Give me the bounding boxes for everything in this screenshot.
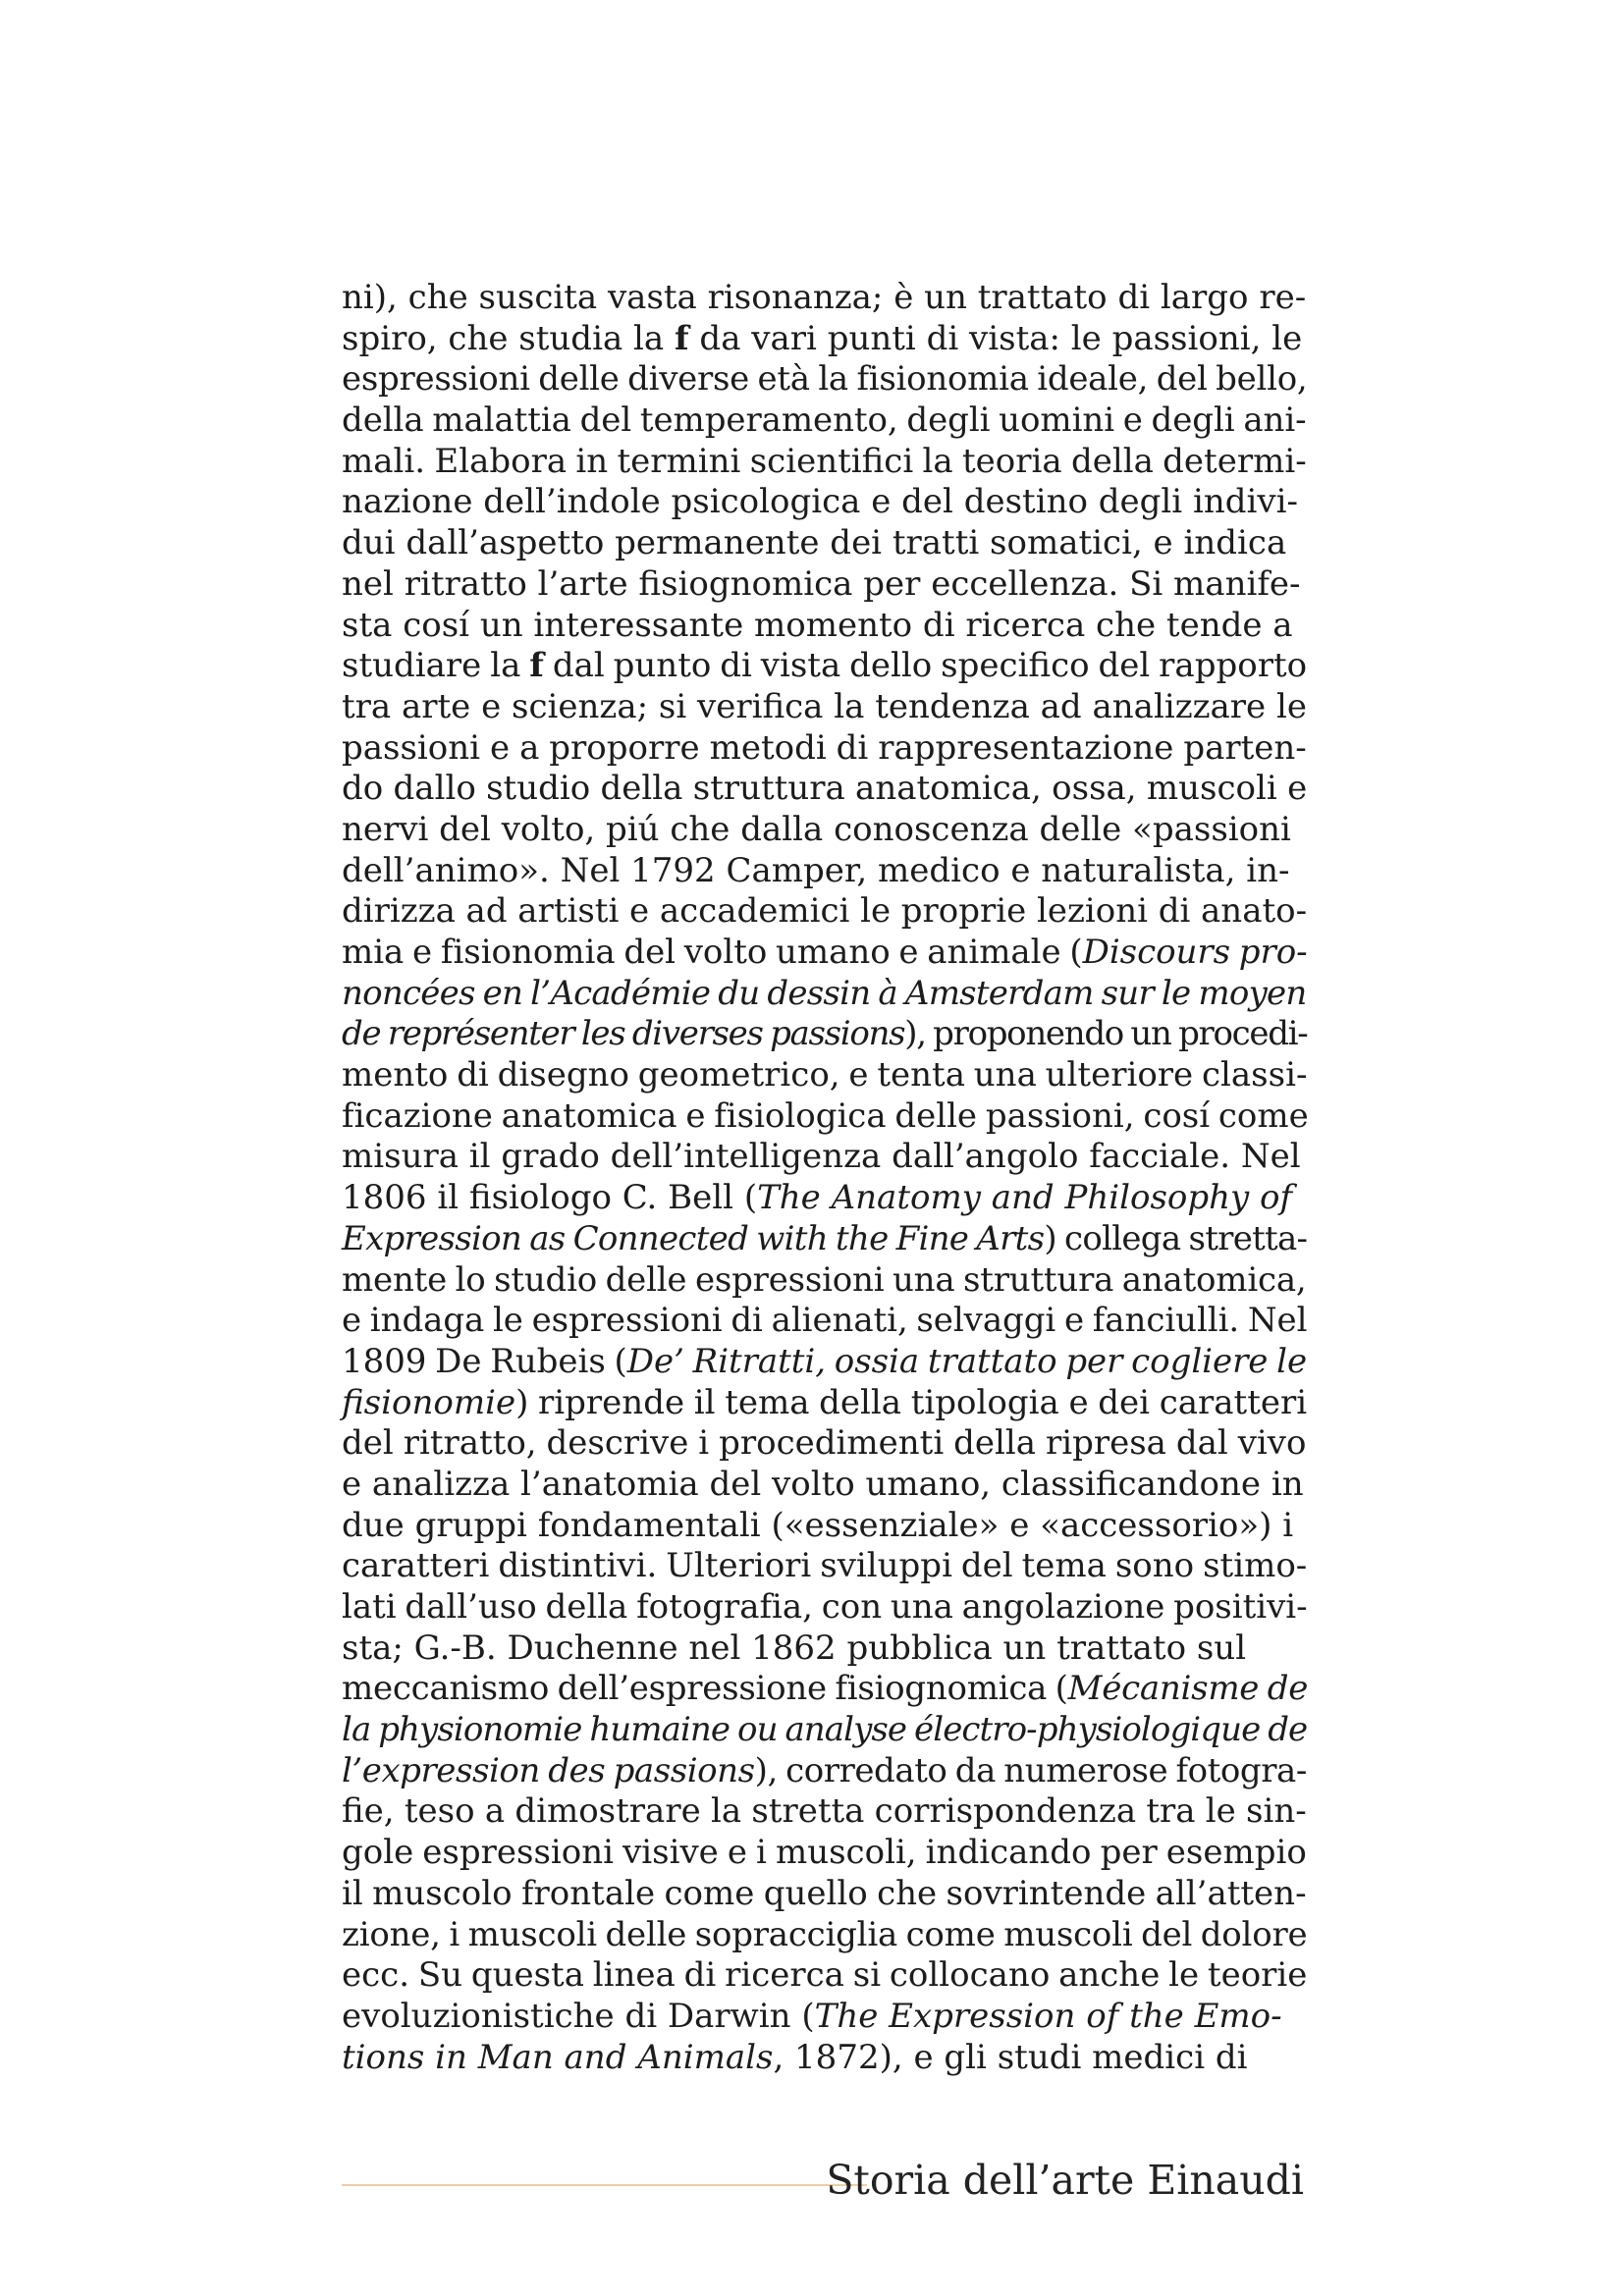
text-line: [342, 482, 1307, 523]
text-line: [342, 359, 1307, 400]
text-line: [342, 319, 1307, 360]
text-run: nazione dell’indole psicologica e del destino degli indivi-: [342, 482, 1298, 522]
text-run: 1806 il fisiologo C. Bell (: [342, 1178, 758, 1218]
text-line: [342, 1465, 1307, 1506]
text-line: [342, 1096, 1307, 1138]
text-line: [342, 1587, 1307, 1629]
text-line: [342, 1219, 1307, 1260]
text-run: espressioni delle diverse età la fisionomia ideale, del bello,: [342, 359, 1308, 400]
text-run: do dallo studio della struttura anatomica, ossa, muscoli e: [342, 769, 1308, 809]
text-line: [342, 646, 1307, 687]
text-line: [342, 1710, 1307, 1751]
text-run: The Expression of the Emo-: [814, 1996, 1282, 2036]
text-run: caratteri distintivi. Ulteriori sviluppi del tema sono stimo-: [342, 1546, 1308, 1586]
text-run: 1809 De Rubeis (: [342, 1341, 627, 1381]
text-run: spiro, che studia la: [342, 318, 675, 358]
text-line: [342, 1546, 1307, 1587]
text-line: [342, 564, 1307, 606]
body-text: [342, 278, 1307, 2078]
text-run: del ritratto, descrive i procedimenti della ripresa dal vivo: [342, 1423, 1307, 1464]
text-run: ecc. Su questa linea di ricerca si collocano anche le teorie: [342, 1955, 1308, 1996]
text-line: [342, 1423, 1307, 1465]
text-line: [342, 1178, 1307, 1219]
text-run: lati dall’uso della fotografia, con una angolazione positivi-: [342, 1587, 1308, 1627]
text-run: misura il grado dell’intelligenza dall’angolo facciale. Nel: [342, 1137, 1301, 1177]
text-line: [342, 1301, 1307, 1342]
text-line: [342, 278, 1307, 319]
text-line: [342, 1874, 1307, 1915]
text-run: passioni e a proporre metodi di rappresentazione parten-: [342, 727, 1307, 768]
text-run: l’expression des passions: [342, 1750, 755, 1790]
text-run: sta; G.-B. Duchenne nel 1862 pubblica un trattato sul: [342, 1628, 1247, 1668]
text-run: ) riprende il tema della tipologia e dei caratteri: [515, 1382, 1308, 1422]
text-run: , 1872), e gli studi medici di: [773, 2037, 1248, 2077]
text-run: Mécanisme de: [1067, 1669, 1309, 1709]
text-run: The Anatomy and Philosophy of: [757, 1178, 1293, 1218]
text-run: della malattia del temperamento, degli uomini e degli ani-: [342, 400, 1307, 441]
text-line: [342, 2038, 1307, 2079]
footer-rule: [342, 2184, 867, 2186]
text-run: dal punto di vista dello specifico del rapporto: [543, 646, 1308, 686]
text-run: fisionomie: [342, 1382, 516, 1422]
text-line: [342, 1506, 1307, 1547]
text-run: la physionomie humaine ou analyse électro-physiologique de: [342, 1710, 1308, 1750]
text-line: [342, 974, 1307, 1015]
text-run: mento di disegno geometrico, e tenta una ulteriore classi-: [342, 1055, 1308, 1095]
text-run: ) collega stretta-: [1044, 1218, 1308, 1258]
footer-publication-label: Storia dell’arte Einaudi: [826, 2157, 1304, 2204]
text-run: evoluzionistiche di Darwin (: [342, 1996, 815, 2036]
text-run: ), corredato da numerose fotogra-: [754, 1750, 1307, 1790]
text-run: mente lo studio delle espressioni una struttura anatomica,: [342, 1259, 1307, 1300]
text-line: [342, 1915, 1307, 1956]
text-line: [342, 1791, 1307, 1833]
text-line: [342, 1137, 1307, 1178]
text-line: [342, 769, 1307, 810]
text-line: [342, 1055, 1307, 1096]
text-line: [342, 810, 1307, 851]
text-run: f: [674, 318, 689, 358]
text-line: [342, 1342, 1307, 1383]
text-run: meccanismo dell’espressione fisiognomica (: [342, 1669, 1068, 1709]
text-run: De’ Ritratti, ossia trattato per cogliere le: [626, 1341, 1308, 1381]
text-run: e indaga le espressioni di alienati, selvaggi e fanciulli. Nel: [342, 1301, 1308, 1341]
text-run: noncées en l’Académie du dessin à Amsterdam sur le moyen: [342, 973, 1307, 1013]
text-line: [342, 523, 1307, 564]
text-run: da vari punti di vista: le passioni, le: [688, 318, 1303, 358]
text-line: [342, 851, 1307, 892]
text-line: [342, 1955, 1307, 1997]
text-run: due gruppi fondamentali («essenziale» e «accessorio») i: [342, 1505, 1294, 1545]
text-run: Expression as Connected with the Fine Arts: [342, 1218, 1045, 1258]
text-line: [342, 933, 1307, 974]
text-line: [342, 1260, 1307, 1302]
text-run: fie, teso a dimostrare la stretta corrispondenza tra le sin-: [342, 1791, 1307, 1832]
text-line: [342, 1383, 1307, 1424]
text-run: mia e fisionomia del volto umano e animale (: [342, 933, 1083, 972]
text-run: dell’animo». Nel 1792 Camper, medico e naturalista, in-: [342, 850, 1290, 890]
text-line: [342, 1751, 1307, 1792]
text-line: [342, 1833, 1307, 1874]
text-run: gole espressioni visive e i muscoli, indicando per esempio: [342, 1833, 1307, 1873]
text-run: de représenter les diverses passions: [342, 1014, 905, 1054]
text-run: dirizza ad artisti e accademici le proprie lezioni di anato-: [342, 891, 1308, 932]
text-line: [342, 442, 1307, 483]
text-line: [342, 891, 1307, 933]
text-run: nel ritratto l’arte fisiognomica per eccellenza. Si manife-: [342, 563, 1301, 604]
text-run: ), proponendo un procedi-: [904, 1014, 1308, 1054]
text-line: [342, 1629, 1307, 1670]
text-line: [342, 400, 1307, 442]
text-line: [342, 687, 1307, 728]
text-run: tra arte e scienza; si verifica la tendenza ad analizzare le: [342, 686, 1307, 726]
text-line: [342, 606, 1307, 647]
text-run: tions in Man and Animals: [342, 2037, 774, 2077]
text-line: [342, 1014, 1307, 1055]
text-run: f: [529, 646, 544, 686]
text-run: zione, i muscoli delle sopracciglia come muscoli del dolore: [342, 1914, 1308, 1954]
text-run: e analizza l’anatomia del volto umano, classificandone in: [342, 1464, 1304, 1504]
text-run: ficazione anatomica e fisiologica delle passioni, cosí come: [342, 1095, 1309, 1136]
text-run: ni), che suscita vasta risonanza; è un trattato di largo re-: [342, 278, 1307, 317]
text-run: studiare la: [342, 646, 530, 686]
text-run: dui dall’aspetto permanente dei tratti somatici, e indica: [342, 523, 1287, 563]
text-run: il muscolo frontale come quello che sovrintende all’atten-: [342, 1873, 1307, 1913]
text-line: [342, 1669, 1307, 1710]
text-run: Discours pro-: [1082, 933, 1308, 972]
text-run: mali. Elabora in termini scientifici la teoria della determi-: [342, 441, 1307, 481]
text-line: [342, 1997, 1307, 2038]
text-line: [342, 728, 1307, 770]
text-run: sta cosí un interessante momento di ricerca che tende a: [342, 605, 1293, 645]
text-run: nervi del volto, piú che dalla conoscenza delle «passioni: [342, 809, 1291, 849]
